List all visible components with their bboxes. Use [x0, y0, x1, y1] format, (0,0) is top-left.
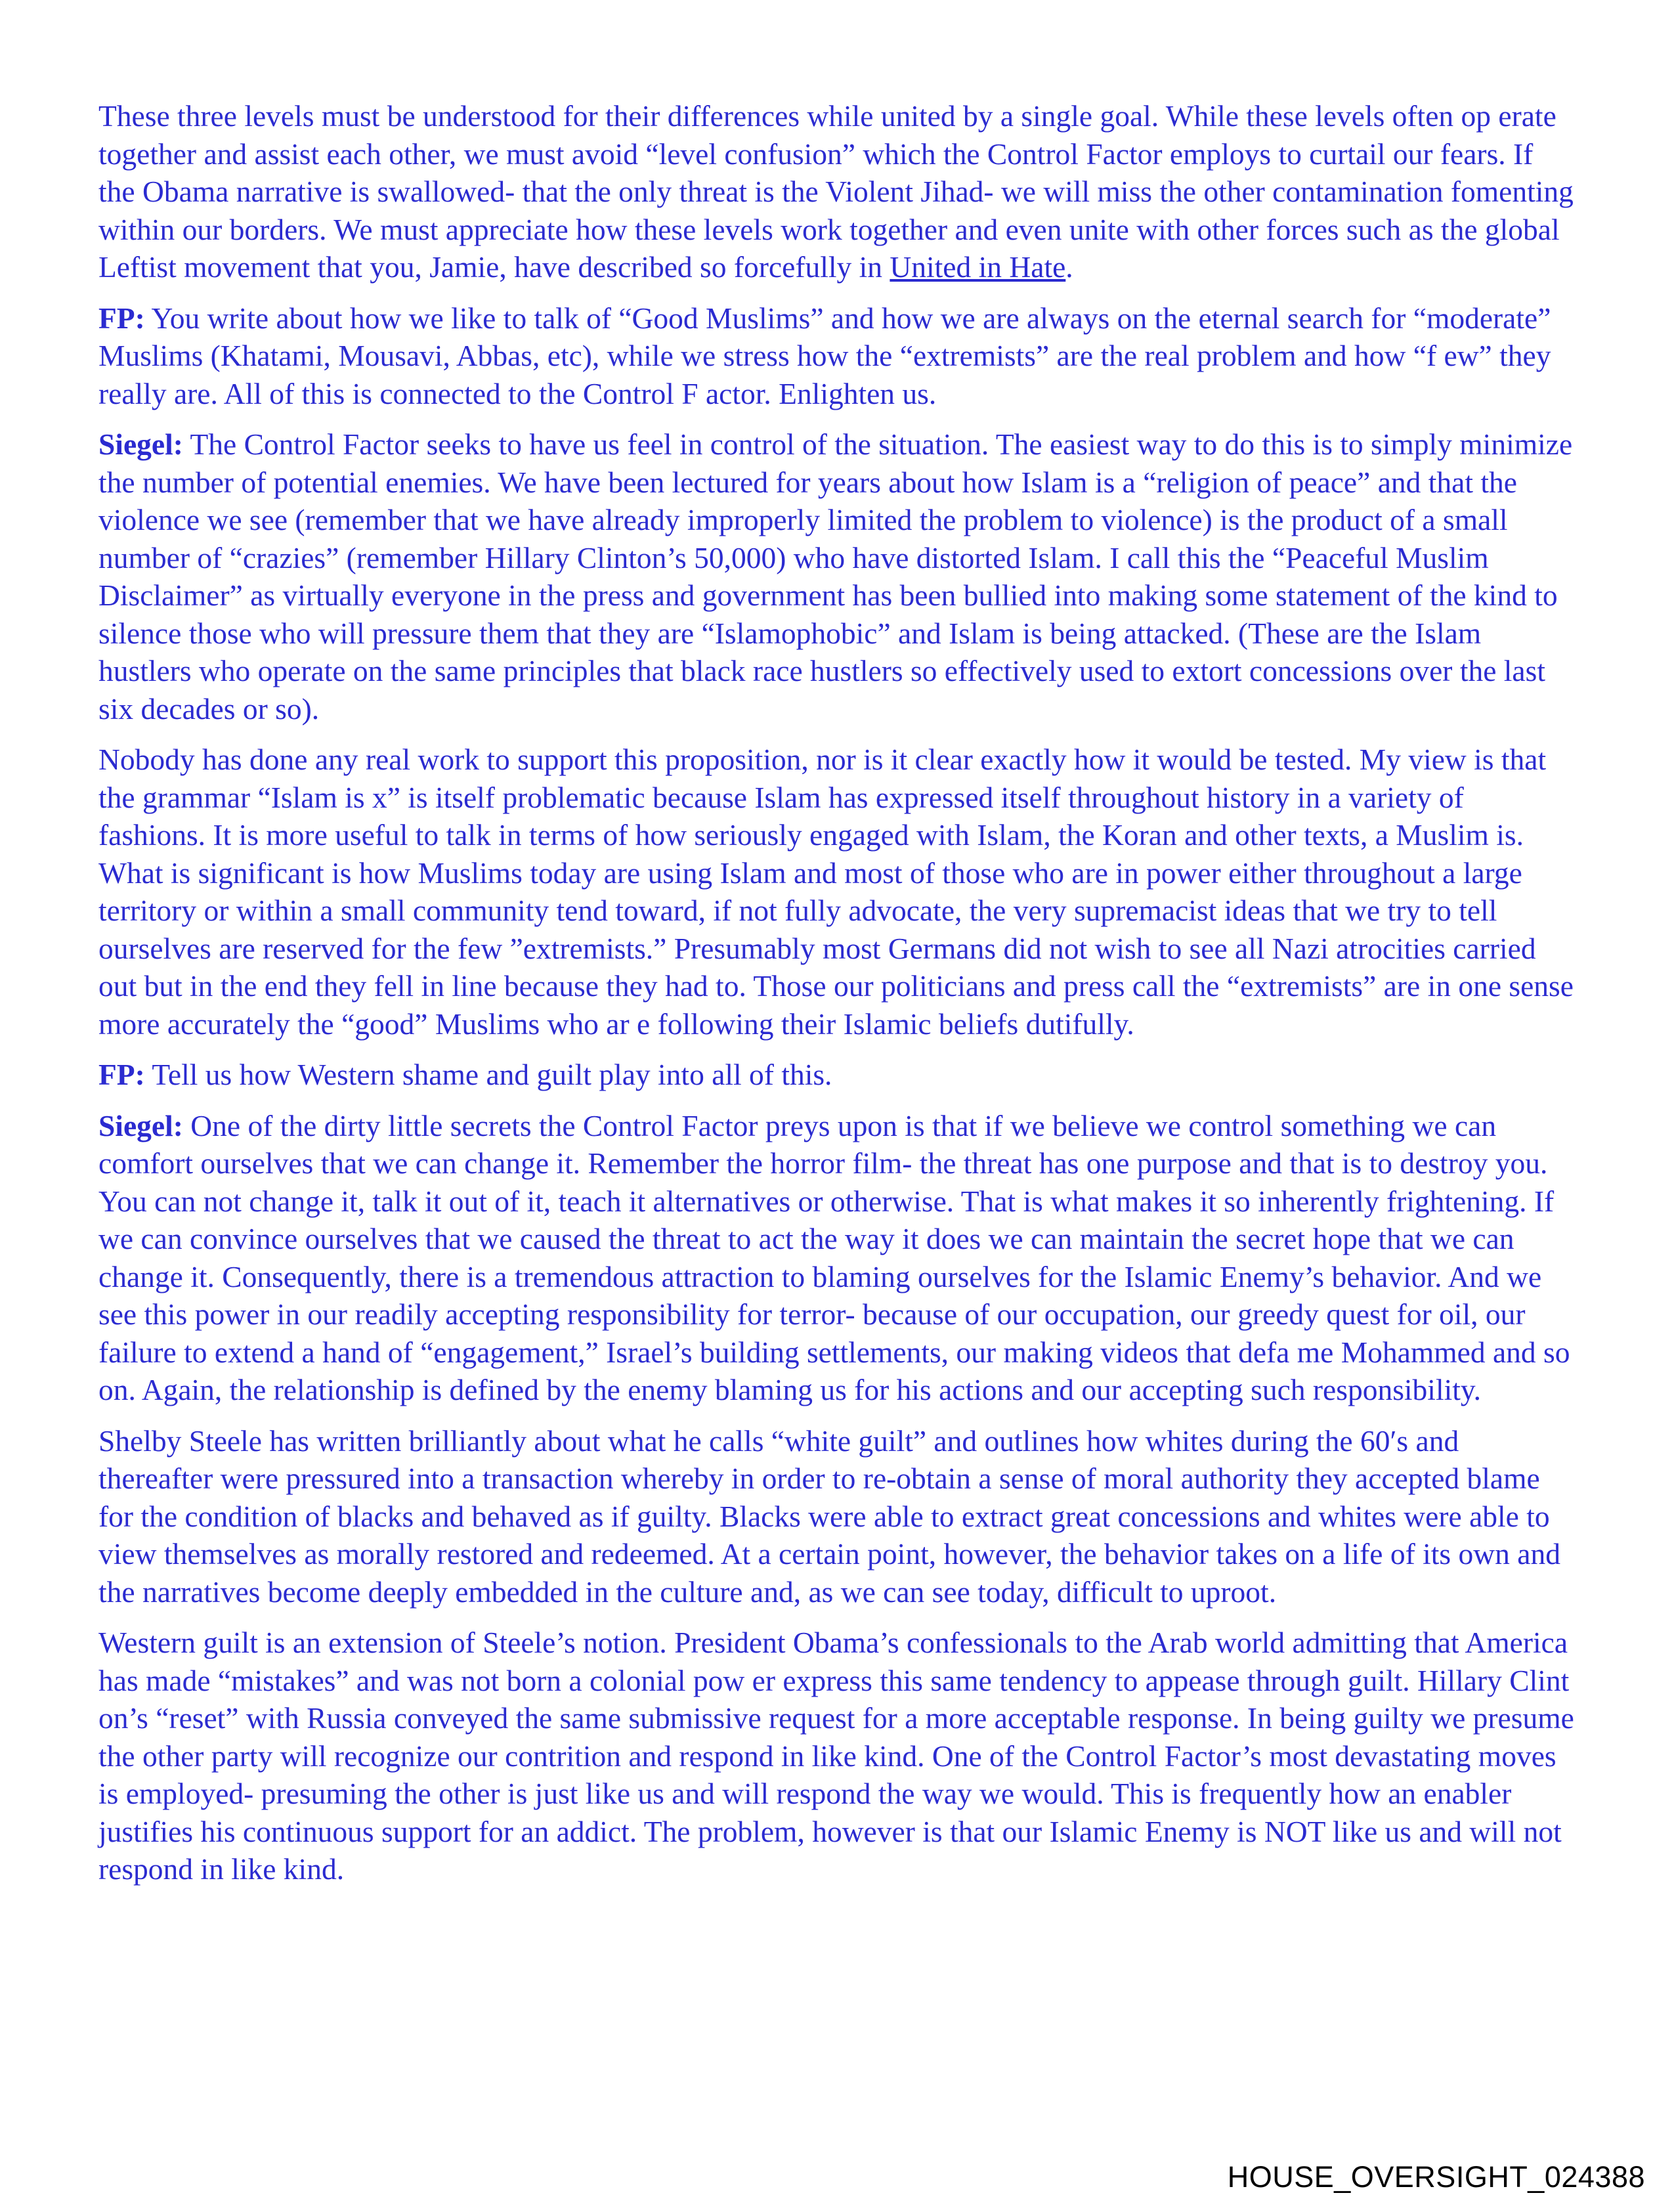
paragraph-white-guilt: [98, 1422, 1576, 1611]
speaker-label: Siegel:: [98, 427, 183, 461]
paragraph-text: You write about how we like to talk of “Good Muslims” and how we are always on the eternal search for “moderate” Muslims (Khatami, Mousavi, Abbas, etc), while we stress how the “extremists” are the real problem and how “f ew” they really are. All of this is connected to the Control F actor. Enlighten us.: [98, 301, 1551, 410]
paragraph-text: Tell us how Western shame and guilt play into all of this.: [152, 1058, 832, 1091]
speaker-label: FP:: [98, 301, 145, 335]
paragraph-text: These three levels must be understood for their differences while united by a single goal. While these levels often op erate together and assist each other, we must avoid “level confusion” which the Control Factor employs to curtail our fears. If the Obama narrative is swallowed- that the only threat is the Violent Jihad- we will miss the other contamination fomenting within our borders. We must appreciate how these levels work together and even unite with other forces such as the global Leftist movement that you, Jamie, have described so forcefully in: [98, 99, 1574, 284]
paragraph-text: One of the dirty little secrets the Control Factor preys upon is that if we believe we control something we can comfort ourselves that we can change it. Remember the horror film- the threat has one purpose and that is to destroy you. You can not change it, talk it out of it, teach it alternatives or otherwise. That is what makes it so inherently frightening. If we can convince ourselves that we caused the threat to act the way it does we can maintain the secret hope that we can change it. Consequently, there is a tremendous attraction to blaming ourselves for the Islamic Enemy’s behavior. And we see this power in our readily accepting responsibility for terror- because of our occupation, our greedy quest for oil, our failure to extend a hand of “engagement,” Israel’s building settlements, our making videos that defa me Mohammed and so on. Again, the relationship is defined by the enemy blaming us for his actions and our accepting such responsibility.: [98, 1108, 1570, 1406]
paragraph-text: The Control Factor seeks to have us feel in control of the situation. The easiest way to do this is to simply minimize the number of potential enemies. We have been lectured for years about how Islam is a “religion of peace” and that the violence we see (remember that we have already improperly limited the problem to violence) is the product of a small number of “crazies” (remember Hillary Clinton’s 50,000) who have distorted Islam. I call this the “Peaceful Muslim Disclaimer” as virtually everyone in the press and government has been bullied into making some statement of the kind to silence those who will pressure them that they are “Islamophobic” and Islam is being attacked. (These are the Islam hustlers who operate on the same principles that black race hustlers so effectively used to extort concessions over the last six decades or so).: [98, 427, 1573, 726]
paragraph-fp-question-2: [98, 1056, 1576, 1094]
paragraph-siegel-answer-2: [98, 1107, 1576, 1409]
paragraph-western-guilt: [98, 1624, 1576, 1888]
paragraph-fp-question-1: [98, 299, 1576, 413]
paragraph-proposition: [98, 741, 1576, 1043]
speaker-label: Siegel:: [98, 1108, 183, 1142]
paragraph-text: Shelby Steele has written brilliantly about what he calls “white guilt” and outlines how whites during the 60′s and thereafter were pressured into a transaction whereby in order to re-obtain a sense of moral authority they accepted blame for the condition of blacks and behaved as if guilty. Blacks were able to extract great concessions and whites were able to view themselves as morally restored and redeemed. At a certain point, however, the behavior takes on a life of its own and the narratives become deeply embedded in the culture and, as we can see today, difficult to uproot.: [98, 1423, 1560, 1609]
book-title: United in Hate: [890, 250, 1066, 284]
bates-number: HOUSE_OVERSIGHT_024388: [1227, 2160, 1645, 2194]
paragraph-levels: These three levels must be understood for their differences while united by a single goal. While these levels often op erate together and assist each other, we must avoid “level confusion” which the Control Factor employs to curtail our fears. If the Obama narrative is swallowed- that the only threat is the Violent Jihad- we will miss the other contamination fomenting within our borders. We must appreciate how these levels work together and even unite with other forces such as the global Leftist movement that you, Jamie, have described so forcefully in United in Hate.: [98, 99, 1574, 284]
paragraph-text: Nobody has done any real work to support this proposition, nor is it clear exactly how it would be tested. My view is that the grammar “Islam is x” is itself problematic because Islam has expressed itself throughout history in a variety of fashions. It is more useful to talk in terms of how seriously engaged with Islam, the Koran and other texts, a Muslim is. What is significant is how Muslims today are using Islam and most of those who are in power either throughout a large territory or within a small community tend toward, if not fully advocate, the very supremacist ideas that we try to tell ourselves are reserved for the few ”extremists.” Presumably most Germans did not wish to see all Nazi atrocities carried out but in the end they fell in line because they had to. Those our politicians and press call the “extremists” are in one sense more accurately the “good” Muslims who ar e following their Islamic beliefs dutifully.: [98, 743, 1574, 1041]
paragraph-siegel-answer-1: [98, 425, 1576, 727]
speaker-label: FP:: [98, 1058, 145, 1091]
paragraph-text: Western guilt is an extension of Steele’s notion. President Obama’s confessionals to the Arab world admitting that America has made “mistakes” and was not born a colonial pow er express this same tendency to appease through guilt. Hillary Clint on’s “reset” with Russia conveyed the same submissive request for a more acceptable response. In being guilty we presume the other party will recognize our contrition and respond in like kind. One of the Control Factor’s most devastating moves is employed- presuming the other is just like us and will respond the way we would. This is frequently how an enabler justifies his continuous support for an addict. The problem, however is that our Islamic Enemy is NOT like us and will not respond in like kind.: [98, 1626, 1574, 1886]
document-body: [98, 97, 1576, 1901]
